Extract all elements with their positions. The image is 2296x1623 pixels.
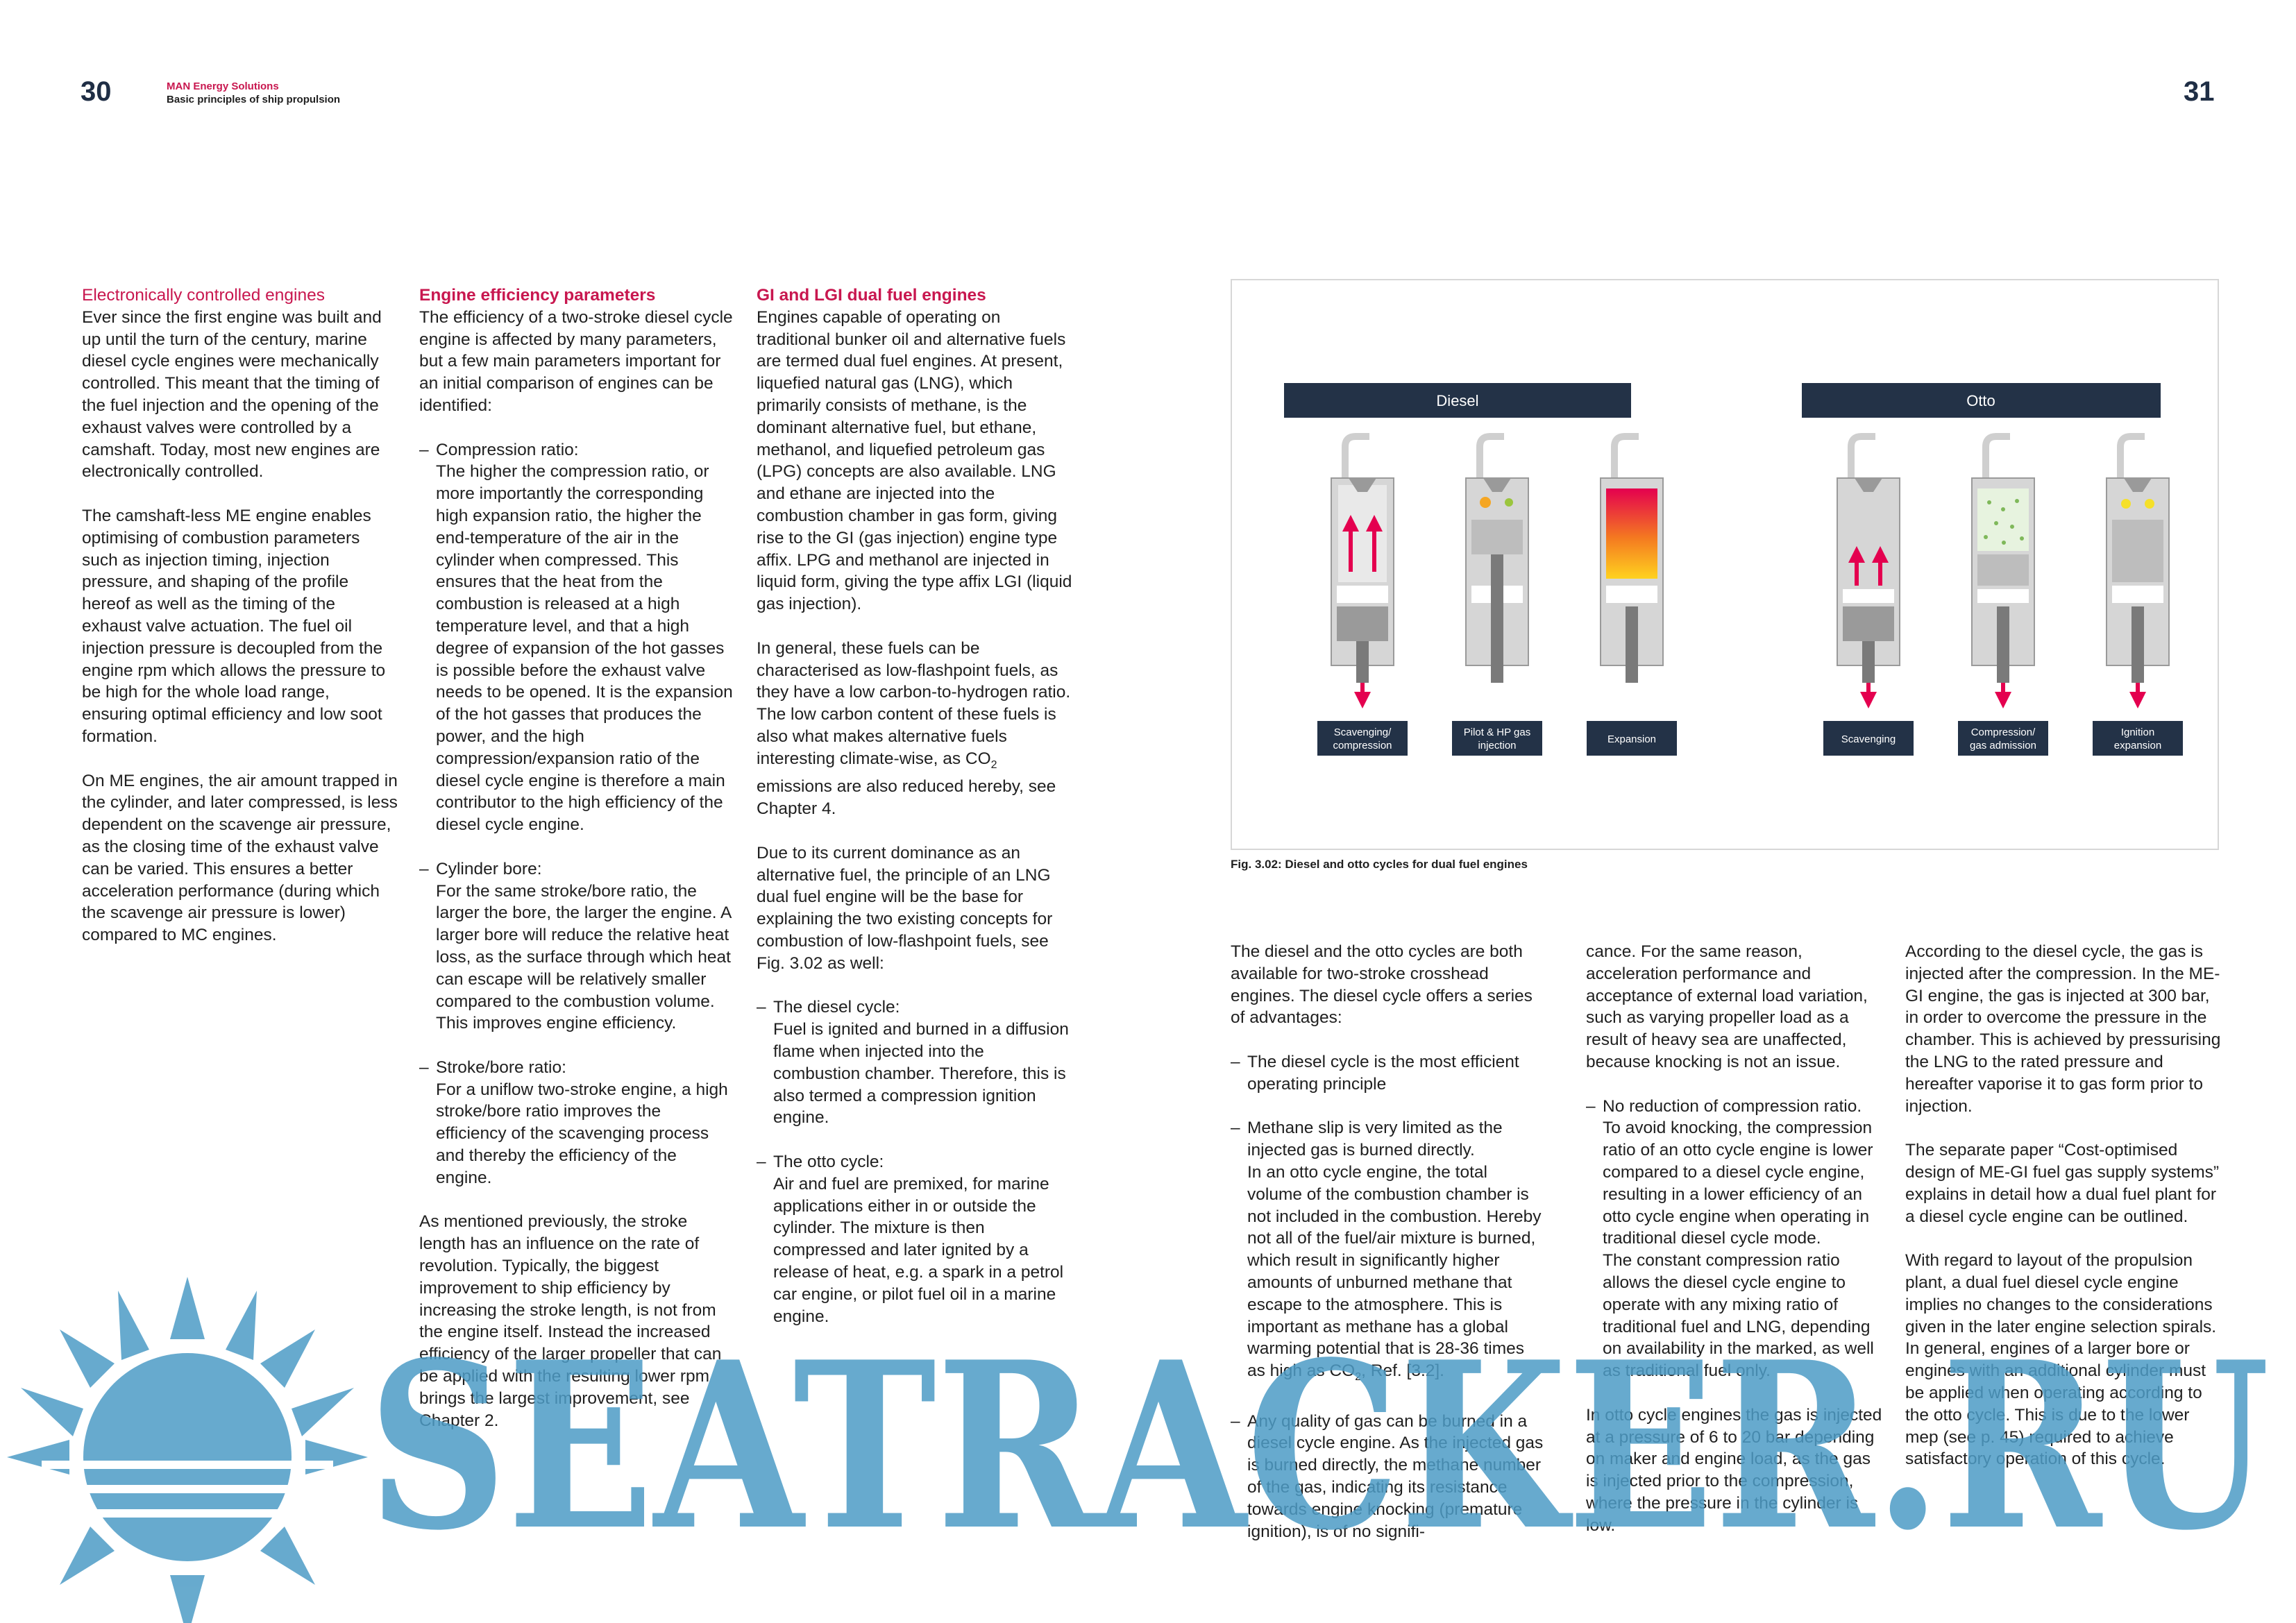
section-heading: Engine efficiency parameters — [419, 286, 656, 305]
brand-name: MAN Energy Solutions — [167, 80, 279, 92]
stage-label: compression — [1333, 740, 1392, 751]
paragraph: Ever since the first engine was built and up until the turn of the century, marine diesel cycle engines were mechanically controlled. This meant that the timing of the fuel injection and the opening of the exhaust valves were controlled by a camshaft. Today, most new engines are electronically controlled. — [82, 307, 382, 482]
figure-illustration — [1232, 280, 2218, 849]
list-item: – Methane slip is very limited as the injected gas is burned directly. In an otto cycle engine, the total volume of the combustion chamber is not included in the combustion. Hereby not all of the fuel/air mixture is burned, which result in significantly higher amounts of unburned methane that escape to the atmosphere. This is important as methane has a global warming potential that is 28-36 times as high as $CO_2$, Ref. [3.2]. — [1231, 1119, 1542, 1384]
section-heading: GI and LGI dual fuel engines — [757, 286, 986, 305]
stage-label: Expansion — [1607, 733, 1657, 745]
stage-label: Scavenging/ — [1333, 726, 1392, 738]
paragraph: The efficiency of a two-stroke diesel cycle engine is affected by many parameters, but a few main parameters important for an initial comparison of engines can be identified: — [419, 307, 733, 415]
figure-caption: Fig. 3.02: Diesel and otto cycles for dual fuel engines — [1231, 858, 1528, 871]
column-engine-efficiency — [419, 284, 733, 1454]
list-item: – No reduction of compression ratio. To avoid knocking, the compression ratio of an otto cycle engine is lower compared to a diesel cycle engine, resulting in a lower efficiency of an otto cycle engine when operating in traditional diesel cycle mode. The constant compression ratio allows the diesel cycle engine to operate with any mixing ratio of traditional fuel and LNG, depending on availability in the marked, as well as traditional fuel only. — [1586, 1096, 1874, 1381]
stage-label: injection — [1478, 740, 1517, 751]
stage-label: Ignition — [2120, 726, 2155, 738]
list-item: – Compression ratio: The higher the compression ratio, or more importantly the corresponding high expansion ratio, the higher the end-temperature of the air in the cylinder when compressed. This ensures that the heat from the combustion is released at a high temperature level, and that a high degree of expansion of the hot gasses is possible before the exhaust valve needs to be opened. It is the expansion of the hot gasses that produces the power, and the high compression/expansion ratio of the diesel cycle engine is therefore a main contributor to the high efficiency of the diesel cycle engine. — [419, 440, 733, 835]
paragraph: cance. For the same reason, acceleration performance and acceptance of external load variation, such as varying propeller load as a result of heavy sea are unaffected, because knocking is not an issue. — [1586, 942, 1868, 1071]
list-item: – Stroke/bore ratio: For a uniflow two-stroke engine, a high stroke/bore ratio improves the efficiency of the scavenging process and thereby the efficiency of the engine. — [419, 1057, 728, 1187]
column-electronically-controlled — [82, 284, 399, 969]
otto-title: Otto — [1966, 392, 1995, 409]
list-item: – The diesel cycle: Fuel is ignited and burned in a diffusion flame when injected into the combustion chamber. Therefore, this is also termed a compression ignition engine. — [757, 998, 1069, 1128]
column-gi-lgi — [757, 284, 1072, 1350]
stage-label: gas admission — [1970, 740, 2036, 751]
list-item: – The diesel cycle is the most efficient operating principle — [1231, 1052, 1519, 1094]
stage-label: Pilot & HP gas — [1463, 726, 1531, 738]
paragraph: Engines capable of operating on traditional bunker oil and alternative fuels are termed dual fuel engines. At present, liquefied natural gas (LNG), which primarily consists of methane, is the dominant alternative fuel, but ethane, methanol, and liquefied petroleum gas (LPG) concepts are also available. LNG and ethane are injected into the combustion chamber in gas form, giving rise to the GI (gas injection) engine type affix. LPG and methanol are injected in liquid form, giving the type affix LGI (liquid gas injection). — [757, 307, 1072, 614]
cylinder-scavenging — [1837, 436, 1900, 700]
list-item: – Any quality of gas can be burned in a diesel cycle engine. As the injected gas is burned directly, the methane number of the gas, indicating its resistance towards engine knocking (premature ignition), is of no signifi- — [1231, 1411, 1544, 1541]
paragraph: The separate paper “Cost-optimised design of ME-GI fuel gas supply systems” explains in detail how a dual fuel plant for a diesel cycle engine can be outlined. — [1905, 1141, 2220, 1226]
stage-label: Scavenging — [1841, 733, 1896, 745]
list-item: – Cylinder bore: For the same stroke/bore ratio, the larger the bore, the larger the engine. A larger bore will reduce the relative heat loss, as the surface through which heat can escape will be relatively smaller compared to the combustion volume. This improves engine efficiency. — [419, 859, 731, 1033]
watermark-text: SEATRACKER.RU — [368, 1311, 2270, 1581]
paragraph: According to the diesel cycle, the gas is injected after the compression. In the ME-GI engine, the gas is injected at 300 bar, in order to overcome the pressure in the chamber. This is achieved by pressurising the LNG to the rated pressure and hereafter vaporise it to gas form prior to injection. — [1905, 942, 2221, 1116]
paragraph: In otto cycle engines the gas is injected at a pressure of 6 to 20 bar depending on maker and engine load, as the gas is injected prior to the compression, where the pressure in the cylinder is low. — [1586, 1405, 1882, 1535]
paragraph: The camshaft-less ME engine enables optimising of combustion parameters such as injection timing, injection pressure, and shaping of the profile hereof as well as the timing of the exhaust valve actuation. The fuel oil injection pressure is decoupled from the engine rpm which allows the pressure to be high for the whole load range, ensuring optimal efficiency and low soot formation. — [82, 506, 386, 746]
publication-subtitle: Basic principles of ship propulsion — [167, 94, 341, 105]
cylinder-expansion — [1601, 436, 1663, 683]
cylinder-gas-admission — [1972, 436, 2034, 700]
paragraph: With regard to layout of the propulsion plant, a dual fuel diesel cycle engine implies no changes to the considerations given in the later engine selection spirals. In general, engines of a larger bore or engines with an additional cylinder must be applied when operating according to the otto cycle. This is due to the lower mep (see p. 45) required to achieve satisfactory operation of this cycle. — [1905, 1251, 2217, 1469]
paragraph: Due to its current dominance as an alternative fuel, the principle of an LNG dual fuel engine will be the base for explaining the two existing concepts for combustion of low-flashpoint fuels, see Fig. 3.02 as well: — [757, 843, 1053, 973]
diesel-title: Diesel — [1436, 392, 1479, 409]
cylinder-pilot-injection — [1466, 436, 1528, 683]
section-heading: Electronically controlled engines — [82, 286, 325, 305]
paragraph: On ME engines, the air amount trapped in the cylinder, and later compressed, is less dependent on the scavenge air pressure, as the closing time of the exhaust valve can be varied. This ensures a better acceleration performance (during which the scavenge air pressure is lower) compared to MC engines. — [82, 771, 398, 945]
stage-label: expansion — [2113, 740, 2162, 751]
paragraph: As mentioned previously, the stroke length has an influence on the rate of revolution. Typically, the biggest improvement to ship efficiency by increasing the stroke length, is not from the engine itself. Instead the increased efficiency of the larger propeller that can be applied with the resulting lower rpm brings the largest improvement, see Chapter 2. — [419, 1212, 722, 1430]
figure-diesel-otto-cycles — [1231, 279, 2219, 850]
left-page-number: 30 — [81, 76, 112, 107]
cylinder-ignition-expansion — [2107, 436, 2169, 700]
column-me-gi — [1905, 941, 2221, 1493]
sun-logo-icon — [7, 1277, 368, 1623]
column-compression-ratio — [1586, 941, 1886, 1558]
cylinder-scavenging-compression — [1331, 436, 1394, 700]
paragraph: The diesel and the otto cycles are both available for two-stroke crosshead engines. The diesel cycle offers a series of advantages: — [1231, 942, 1533, 1028]
stage-label: Compression/ — [1970, 726, 2036, 738]
right-page-number: 31 — [2184, 76, 2215, 107]
paragraph: In general, these fuels can be characterised as low-flashpoint fuels, as they have a low carbon-to-hydrogen ratio. The low carbon content of these fuels is also what makes alternative fuels interesting climate-wise, as $CO_2$ emissions are also reduced hereby, see Chapter 4. — [757, 638, 1071, 819]
list-item: – The otto cycle: Air and fuel are premixed, for marine applications either in or outside the cylinder. The mixture is then compressed and later ignited by a release of heat, e.g. a spark in a petrol car engine, or pilot fuel oil in a marine engine. — [757, 1152, 1064, 1326]
column-diesel-advantages — [1231, 941, 1544, 1565]
